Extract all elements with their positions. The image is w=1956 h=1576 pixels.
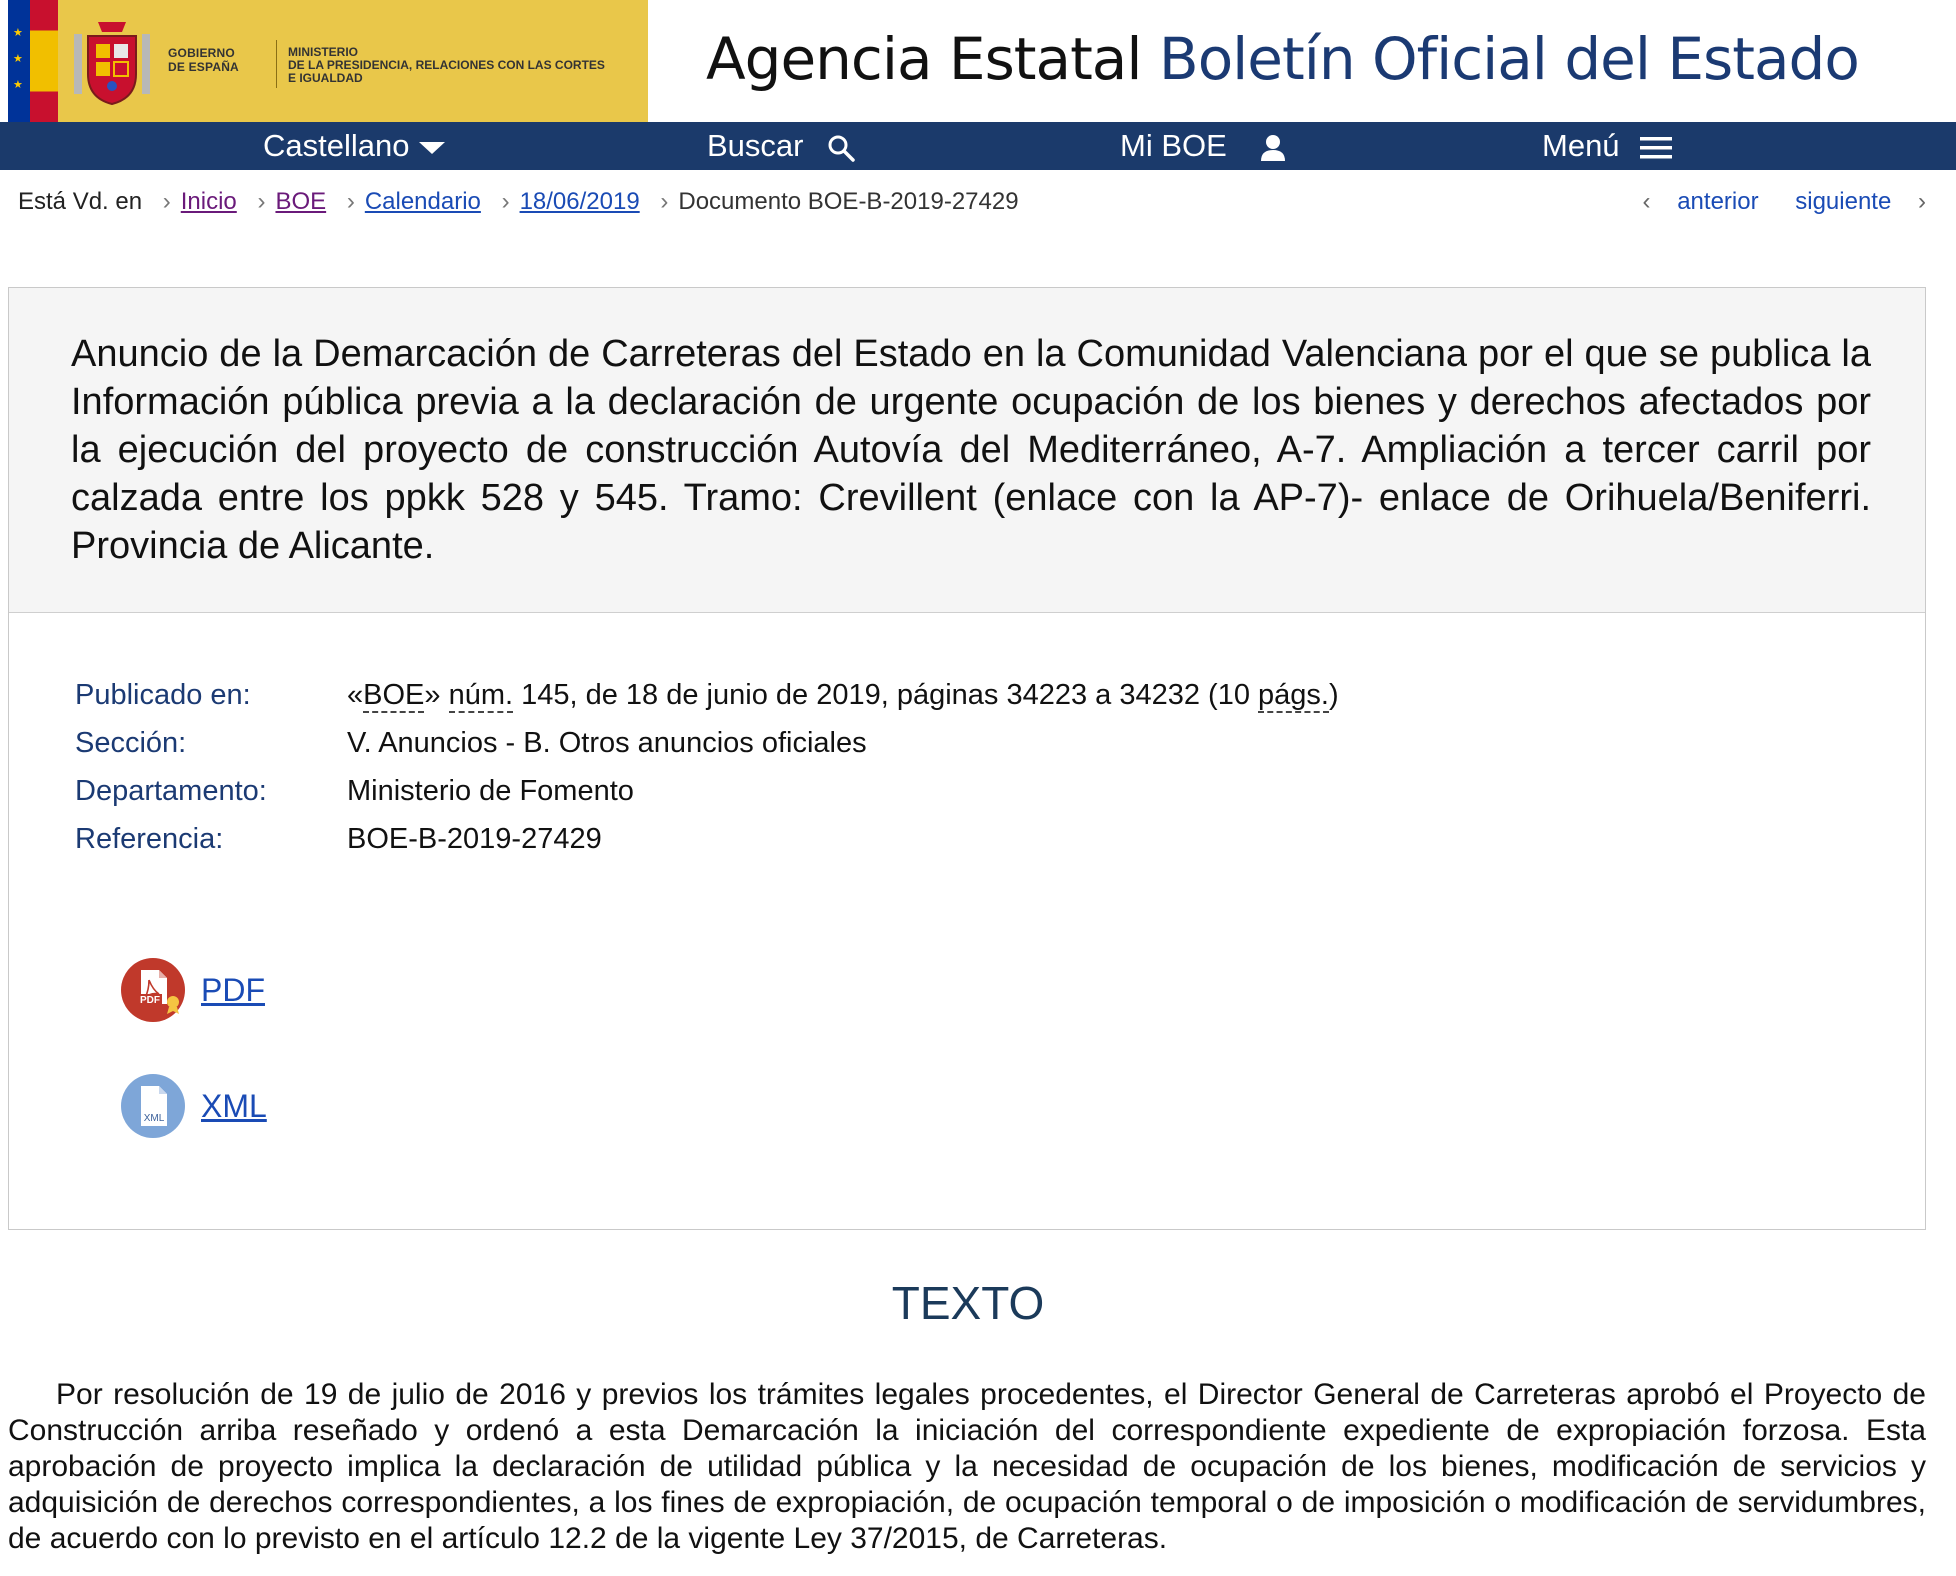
gov-line-2: DE ESPAÑA [168,60,239,74]
breadcrumb-calendar-link[interactable]: Calendario [364,188,481,215]
chevron-right-icon: › [1918,188,1926,215]
language-label: Castellano [263,128,410,163]
document-panel [8,287,1926,1230]
menu-button[interactable] [1542,122,1672,170]
chevron-right-icon: › [257,188,266,215]
chevron-right-icon: › [501,188,510,215]
caret-down-icon [418,140,446,156]
published-details: 145, de 18 de junio de 2019, páginas 34223 a 34232 (10 [513,679,1259,711]
document-title-bar [9,288,1925,613]
search-icon [826,133,856,163]
published-end: ) [1328,679,1339,711]
logo-divider [276,40,277,88]
meta-reference-label: Referencia: [75,823,224,855]
agency-title-part2: Boletín Oficial del Estado [1158,25,1859,93]
num-abbr: núm. [448,679,514,711]
chevron-right-icon: › [346,188,355,215]
my-boe-label: Mi BOE [1120,128,1227,163]
document-metadata [75,671,1339,863]
meta-published-label: Publicado en: [75,679,251,711]
meta-reference-row [75,815,1339,863]
xml-link[interactable]: XML [201,1087,267,1124]
pdf-icon-label: PDF [140,995,160,1006]
pags-abbr: págs. [1258,679,1329,711]
published-quote-close: » [424,679,449,711]
my-boe-button[interactable] [1120,122,1287,170]
boe-abbr: BOE [363,679,425,711]
chevron-right-icon: › [162,188,171,215]
coat-of-arms-icon [70,14,154,108]
next-link[interactable]: siguiente [1795,188,1892,215]
xml-file-icon[interactable] [121,1074,185,1138]
site-header [0,0,1956,122]
government-logo[interactable] [8,0,648,122]
prev-next-nav [1643,182,1926,222]
search-label: Buscar [707,128,804,163]
main-nav [0,122,1956,170]
ministry-name [288,46,605,85]
published-quote-open: « [347,679,364,711]
breadcrumb-home-link[interactable]: Inicio [180,188,237,215]
meta-section-value: V. Anuncios - B. Otros anuncios oficiales [347,727,867,759]
ministry-line-3: E IGUALDAD [288,71,363,85]
pdf-link[interactable]: PDF [201,971,265,1008]
pdf-download [121,958,265,1022]
breadcrumb-boe-link[interactable]: BOE [275,188,327,215]
agency-title-part1: Agencia Estatal [706,25,1142,93]
spain-flag-icon [30,0,58,122]
meta-department-value: Ministerio de Fomento [347,775,634,807]
pdf-file-icon[interactable] [121,958,185,1022]
texto-heading: TEXTO [891,1277,1045,1329]
chevron-left-icon: ‹ [1642,188,1651,215]
ministry-line-1: MINISTERIO [288,45,359,59]
hamburger-icon [1640,135,1672,161]
breadcrumb-current: Documento BOE-B-2019-27429 [678,188,1019,215]
menu-label: Menú [1542,128,1620,163]
breadcrumb-date-link[interactable]: 18/06/2019 [519,188,640,215]
meta-section-row [75,719,1339,767]
agency-title[interactable] [706,24,1859,94]
search-button[interactable] [707,122,856,170]
gov-line-1: GOBIERNO [168,46,235,60]
language-selector[interactable] [263,122,446,170]
xml-icon-label: XML [143,1113,165,1124]
user-icon [1259,133,1287,163]
breadcrumb-prefix: Está Vd. en [18,188,143,215]
meta-published-value [347,671,1339,719]
document-title: Anuncio de la Demarcación de Carreteras del Estado en la Comunidad Valenciana por el que se publica la Información pública previa a la declaración de urgente ocupación de los bienes y derechos afectados por la ejecución del proyecto de construcción Autovía del Mediterráneo, A-7. Ampliación a tercer carril por calzada entre los ppkk 528 y 545. Tramo: Crevillent (enlace con la AP-7)- enlace de Orihuela/Beniferri. Provincia de Alicante. [71,333,1871,567]
xml-download [121,1074,267,1138]
eu-flag-icon: ★ ★ ★ [8,0,30,122]
chevron-right-icon: › [660,188,669,215]
meta-department-row [75,767,1339,815]
government-name [168,46,239,74]
meta-reference-value: BOE-B-2019-27429 [347,823,602,855]
meta-section-label: Sección: [75,727,187,759]
breadcrumb [18,182,1019,222]
meta-published-row [75,671,1339,719]
body-paragraph: Por resolución de 19 de julio de 2016 y previos los trámites legales procedentes, el Director General de Carreteras aprobó el Proyecto de Construcción arriba reseñado y ordenó a esta Demarcación la iniciación del correspondiente expediente de expropiación forzosa. Esta aprobación de proyecto implica la declaración de utilidad pública y la necesidad de ocupación de los bienes, modificación de servicios y adquisición de derechos correspondientes, a los fines de expropiación, de ocupación temporal o de imposición o modificación de servidumbres, de acuerdo con lo previsto en el artículo 12.2 de la vigente Ley 37/2015, de Carreteras. [8,1378,1926,1555]
ministry-line-2: DE LA PRESIDENCIA, RELACIONES CON LAS CORTES [288,58,605,72]
meta-department-label: Departamento: [75,775,267,807]
previous-link[interactable]: anterior [1677,188,1759,215]
